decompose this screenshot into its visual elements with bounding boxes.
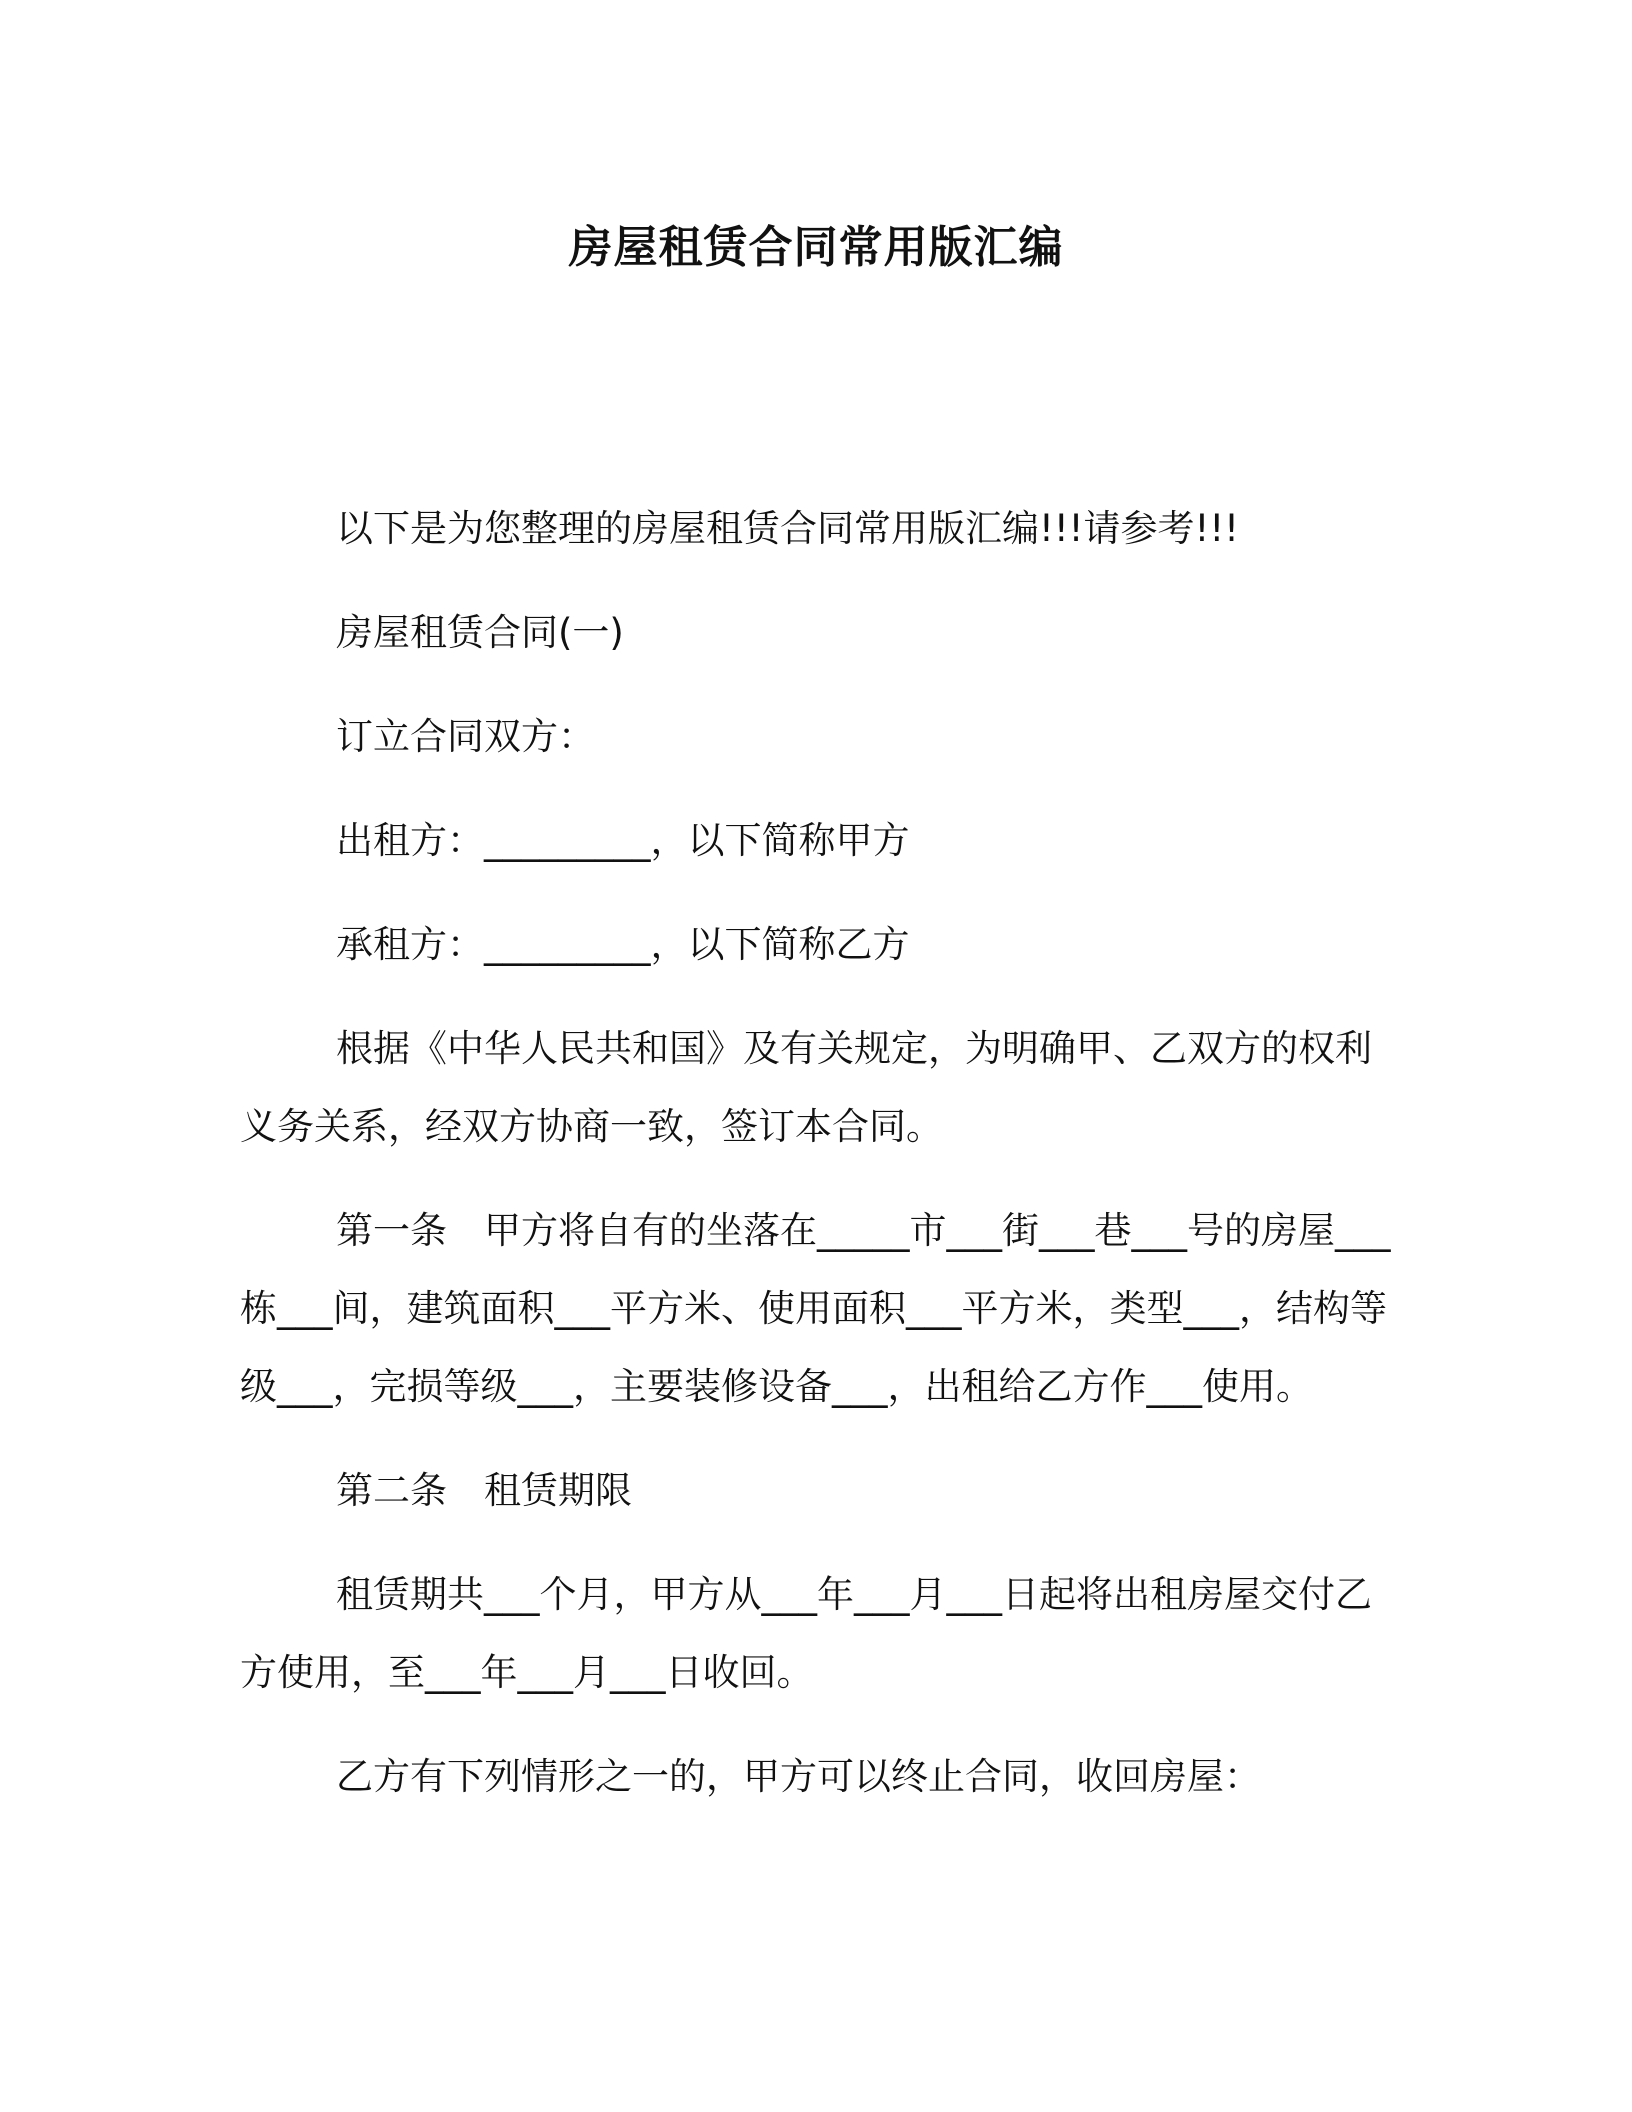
article-two-heading: 第二条 租赁期限	[336, 1469, 632, 1512]
lessor-line: 出租方：_________，以下简称甲方	[336, 819, 910, 862]
lessee-line: 承租方：_________，以下简称乙方	[336, 923, 910, 966]
lease-term-paragraph: 租赁期共___个月，甲方从___年___月___日起将出租房屋交付乙方使用，至___年___月___日收回。	[240, 1573, 1372, 1694]
intro-paragraph: 以下是为您整理的房屋租赁合同常用版汇编!!!请参考!!!	[336, 507, 1239, 550]
preamble-paragraph: 根据《中华人民共和国》及有关规定，为明确甲、乙双方的权利义务关系，经双方协商一致，签订本合同。	[240, 1027, 1372, 1148]
contract-heading: 房屋租赁合同(一)	[336, 611, 624, 654]
parties-heading: 订立合同双方：	[336, 715, 595, 758]
termination-paragraph: 乙方有下列情形之一的，甲方可以终止合同，收回房屋：	[336, 1755, 1261, 1798]
article-one-paragraph: 第一条 甲方将自有的坐落在_____市___街___巷___号的房屋___栋___间，建筑面积___平方米、使用面积___平方米，类型___，结构等级___，完损等级___，主要装修设备___，出租给乙方作___使用。	[240, 1209, 1391, 1408]
document-title: 房屋租赁合同常用版汇编	[568, 222, 1064, 273]
document-body	[240, 490, 1392, 1816]
